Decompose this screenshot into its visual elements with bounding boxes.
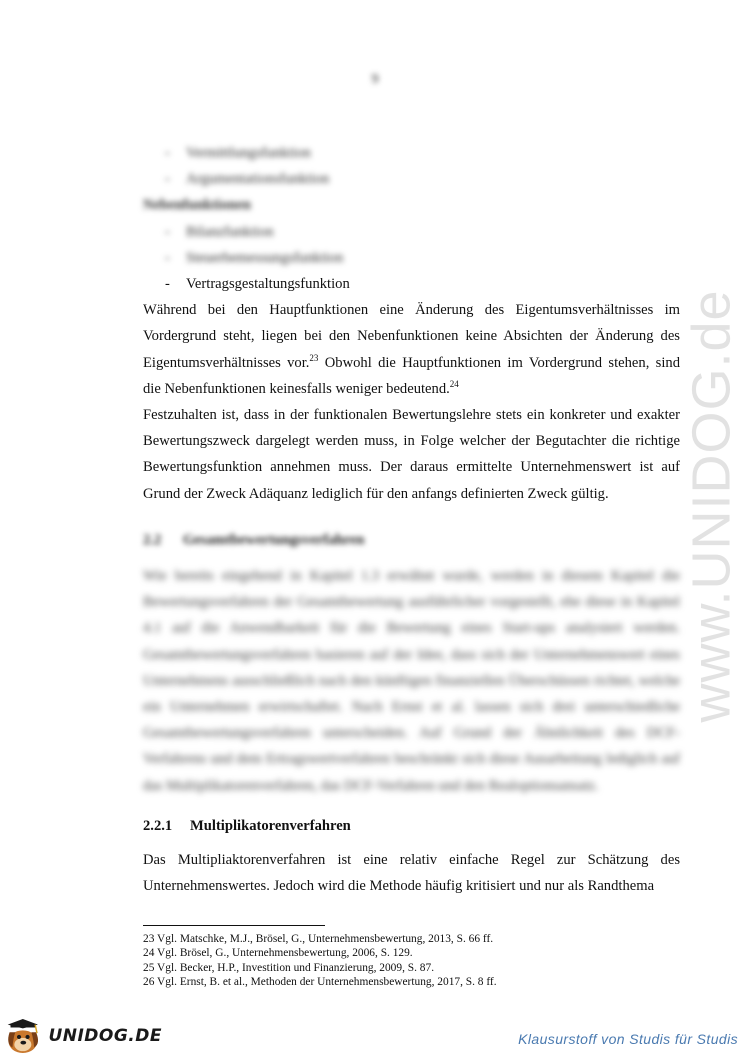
subsection-title: Multiplikatorenverfahren xyxy=(190,817,351,834)
page-content xyxy=(143,140,680,899)
watermark xyxy=(672,283,750,728)
paragraph-text: Während bei den Hauptfunktionen eine Änderung des Eigentumsverhältnisses im Vordergrund steht, liegen bei den Nebenfunktionen keine Absichten der Änderung des Eigentumsverhältnisses vor. xyxy=(143,302,680,371)
footnotes xyxy=(143,932,683,990)
list-dash: - xyxy=(165,276,170,293)
paragraph xyxy=(143,297,680,402)
list-item-text: Steuerbemessungsfunktion xyxy=(186,249,344,266)
list-item-text: Argumentationsfunktion xyxy=(186,171,330,188)
tagline: Klausurstoff von Studis für Studis xyxy=(518,1031,738,1047)
page-number: 9 xyxy=(371,72,379,87)
paragraph-text: Obwohl die Hauptfunktionen im Vordergrund stehen, sind die Nebenfunktionen keinesfalls weniger bedeutend. xyxy=(143,354,680,397)
footnote: 24 Vgl. Brösel, G., Unternehmensbewertung, 2006, S. 129. xyxy=(143,947,413,960)
footnote-ref[interactable]: 24 xyxy=(449,378,459,389)
footnote: 23 Vgl. Matschke, M.J., Brösel, G., Unternehmensbewertung, 2013, S. 66 ff. xyxy=(143,933,494,945)
list-dash: - xyxy=(165,171,170,188)
footnote-divider xyxy=(143,925,325,926)
list-item xyxy=(143,271,680,297)
section-title: Gesamtbewertungsverfahren xyxy=(183,531,365,548)
paragraph: Das Multipliaktorenverfahren ist eine relativ einfache Regel zur Schätzung des Unternehmenswertes. Jedoch wird die Methode häufig kritisiert und nur als Randthema xyxy=(143,852,680,895)
logo-text: UNIDOG.DE xyxy=(48,1026,162,1046)
subsection-heading xyxy=(143,813,680,839)
blurred-paragraph: Wie bereits eingehend in Kapitel 1.3 erwähnt wurde, werden in diesem Kapitel die Bewertungsverfahren der Gesamtbewertung ausführlicher vorgestellt, ehe diese in Kapitel 4.1 auf die Anwendbarkeit für die Bewertung eines Start-ups analysiert werden. Gesamtbewertungsverfahren basieren auf der Idee, dass sich der Unternehmenswert eines Unternehmens ausschließlich nach den künftigen finanziellen Überschüssen richtet, welche ein Unternehmen erwirtschaftet. Nach Ernst et al. lassen sich drei unterschiedliche Gesamtbewertungsverfahren unterscheiden. Auf Grund der Ähnlichkeit des DCF-Verfahrens und dem Ertragswertverfahren beschränkt sich diese Ausarbeitung lediglich auf das Multiplikatorenverfahren, das DCF-Verfahren und den Realoptionsansatz. xyxy=(143,568,680,794)
footnote: 25 Vgl. Becker, H.P., Investition und Finanzierung, 2009, S. 87. xyxy=(143,961,435,974)
section-number: 2.2 xyxy=(143,531,162,548)
side-functions-heading: Nebenfunktionen xyxy=(143,197,251,214)
footnote-ref[interactable]: 23 xyxy=(309,352,319,363)
list-dash: - xyxy=(165,223,170,240)
list-item xyxy=(143,219,680,245)
list-item-text: Bilanzfunktion xyxy=(186,223,274,240)
list-item xyxy=(143,166,680,192)
paragraph: Festzuhalten ist, dass in der funktionalen Bewertungslehre stets ein konkreter und exakter Bewertungszweck dargelegt werden muss, in Folge welcher der Begutachter die richtige Bewertungsfunktion annehmen muss. Der daraus ermittelte Unternehmenswert ist auf Grund der Zweck Adäquanz lediglich für den anfangs definierten Zweck gültig. xyxy=(143,407,680,502)
subsection-number: 2.2.1 xyxy=(143,817,173,834)
list-item-text: Vertragsgestaltungsfunktion xyxy=(186,276,350,293)
footnote: 26 Vgl. Ernst, B. et al., Methoden der Unternehmensbewertung, 2017, S. 8 ff. xyxy=(143,976,497,989)
watermark-text: www.UNIDOG.de xyxy=(682,288,742,723)
list-dash: - xyxy=(165,249,170,266)
list-item-text: Vermittlungsfunktion xyxy=(186,145,311,161)
list-dash: - xyxy=(165,145,170,161)
unidog-logo[interactable] xyxy=(2,1014,162,1058)
list-item xyxy=(143,245,680,271)
dog-mascot-icon xyxy=(2,1014,47,1058)
list-item xyxy=(143,140,680,166)
section-heading xyxy=(143,527,680,553)
